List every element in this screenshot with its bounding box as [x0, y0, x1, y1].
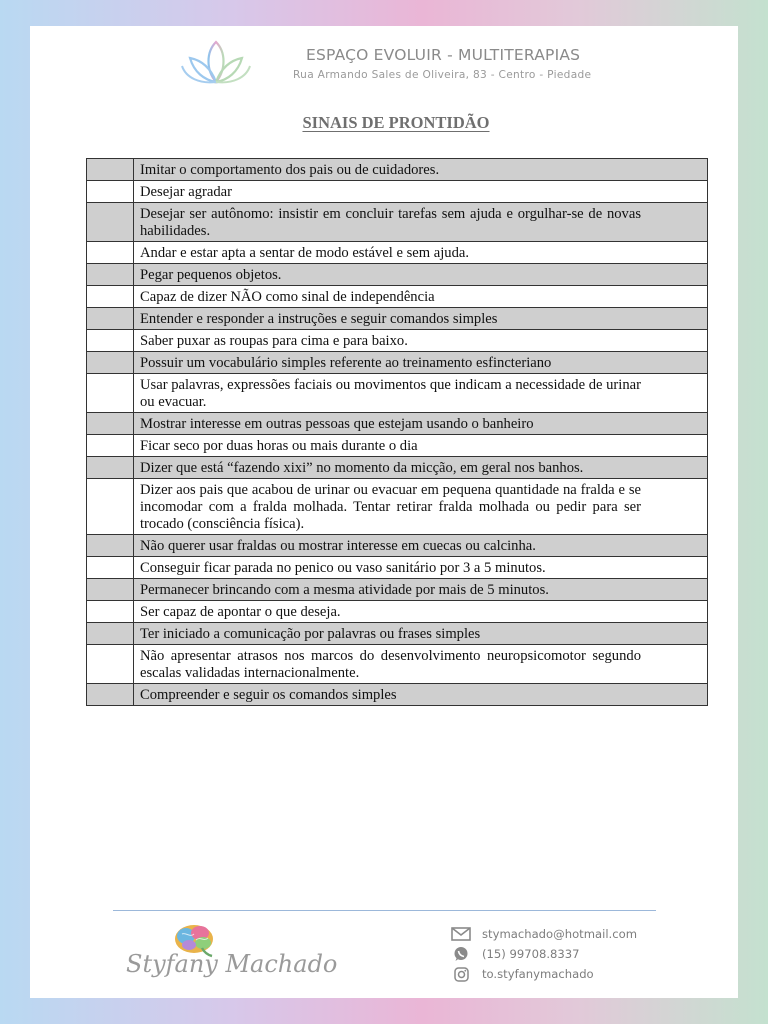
sign-text: Saber puxar as roupas para cima e para baixo.: [134, 330, 708, 352]
sign-text: Capaz de dizer NÃO como sinal de independência: [134, 286, 708, 308]
sign-text: Dizer aos pais que acabou de urinar ou evacuar em pequena quantidade na fralda e se incomodar com a fralda molhada. Tentar retirar fralda molhada ou pedir para ser trocado (consciência física).: [134, 479, 708, 535]
sign-row: [87, 308, 708, 330]
sign-row: [87, 645, 708, 684]
checkbox-cell[interactable]: [87, 457, 134, 479]
sign-text: Ficar seco por duas horas ou mais durante o dia: [134, 435, 708, 457]
sign-text: Não apresentar atrasos nos marcos do desenvolvimento neuropsicomotor segundo escalas validadas internacionalmente.: [134, 645, 708, 684]
checkbox-cell[interactable]: [87, 203, 134, 242]
sign-row: [87, 684, 708, 706]
contact-phone[interactable]: [450, 944, 680, 964]
email-icon: [450, 926, 472, 942]
contact-instagram[interactable]: [450, 964, 680, 984]
sign-row: [87, 330, 708, 352]
letterhead: [30, 26, 738, 106]
sign-row: [87, 181, 708, 203]
document-title: SINAIS DE PRONTIDÃO: [302, 113, 490, 132]
sign-row: [87, 159, 708, 181]
org-address: Rua Armando Sales de Oliveira, 83 - Centro - Piedade: [293, 69, 592, 81]
sign-row: [87, 413, 708, 435]
sign-row: [87, 479, 708, 535]
checkbox-cell[interactable]: [87, 330, 134, 352]
footer-divider: [113, 910, 656, 911]
sign-row: [87, 535, 708, 557]
sign-row: [87, 457, 708, 479]
readiness-signs-table: [86, 158, 708, 706]
checkbox-cell[interactable]: [87, 159, 134, 181]
sign-text: Andar e estar apta a sentar de modo estável e sem ajuda.: [134, 242, 708, 264]
sign-text: Desejar ser autônomo: insistir em concluir tarefas sem ajuda e orgulhar-se de novas habilidades.: [134, 203, 708, 242]
sign-text: Entender e responder a instruções e seguir comandos simples: [134, 308, 708, 330]
checkbox-cell[interactable]: [87, 645, 134, 684]
checkbox-cell[interactable]: [87, 557, 134, 579]
sign-row: [87, 623, 708, 645]
phone-text: (15) 99708.8337: [482, 947, 580, 961]
sign-row: [87, 242, 708, 264]
sign-text: Pegar pequenos objetos.: [134, 264, 708, 286]
sign-text: Dizer que está “fazendo xixi” no momento da micção, em geral nos banhos.: [134, 457, 708, 479]
sign-text: Permanecer brincando com a mesma atividade por mais de 5 minutos.: [134, 579, 708, 601]
sign-row: [87, 435, 708, 457]
sign-text: Compreender e seguir os comandos simples: [134, 684, 708, 706]
instagram-icon: [450, 966, 472, 982]
sign-text: Imitar o comportamento dos pais ou de cuidadores.: [134, 159, 708, 181]
signature: Styfany Machado: [126, 950, 338, 978]
instagram-text: to.styfanymachado: [482, 967, 594, 981]
sign-row: [87, 579, 708, 601]
checkbox-cell[interactable]: [87, 684, 134, 706]
checkbox-cell[interactable]: [87, 374, 134, 413]
sign-row: [87, 203, 708, 242]
lotus-logo-icon: [178, 36, 254, 88]
whatsapp-icon: [450, 946, 472, 962]
sign-text: Desejar agradar: [134, 181, 708, 203]
sign-row: [87, 286, 708, 308]
checkbox-cell[interactable]: [87, 623, 134, 645]
checkbox-cell[interactable]: [87, 286, 134, 308]
sign-row: [87, 601, 708, 623]
sign-text: Ser capaz de apontar o que deseja.: [134, 601, 708, 623]
sign-row: [87, 352, 708, 374]
sign-text: Possuir um vocabulário simples referente ao treinamento esfincteriano: [134, 352, 708, 374]
checkbox-cell[interactable]: [87, 413, 134, 435]
checkbox-cell[interactable]: [87, 479, 134, 535]
checkbox-cell[interactable]: [87, 579, 134, 601]
org-name: ESPAÇO EVOLUIR - MULTITERAPIAS: [306, 46, 581, 64]
sign-row: [87, 557, 708, 579]
sign-text: Mostrar interesse em outras pessoas que estejam usando o banheiro: [134, 413, 708, 435]
sign-text: Ter iniciado a comunicação por palavras ou frases simples: [134, 623, 708, 645]
checkbox-cell[interactable]: [87, 181, 134, 203]
email-text: stymachado@hotmail.com: [482, 927, 637, 941]
sign-row: [87, 374, 708, 413]
contact-email[interactable]: [450, 924, 680, 944]
checkbox-cell[interactable]: [87, 535, 134, 557]
checkbox-cell[interactable]: [87, 308, 134, 330]
checkbox-cell[interactable]: [87, 264, 134, 286]
sign-text: Usar palavras, expressões faciais ou movimentos que indicam a necessidade de urinar ou evacuar.: [134, 374, 708, 413]
document-page: [30, 26, 738, 998]
sign-row: [87, 264, 708, 286]
checkbox-cell[interactable]: [87, 352, 134, 374]
contact-list: [450, 924, 680, 984]
sign-text: Conseguir ficar parada no penico ou vaso sanitário por 3 a 5 minutos.: [134, 557, 708, 579]
checkbox-cell[interactable]: [87, 601, 134, 623]
checkbox-cell[interactable]: [87, 242, 134, 264]
sign-text: Não querer usar fraldas ou mostrar interesse em cuecas ou calcinha.: [134, 535, 708, 557]
checkbox-cell[interactable]: [87, 435, 134, 457]
